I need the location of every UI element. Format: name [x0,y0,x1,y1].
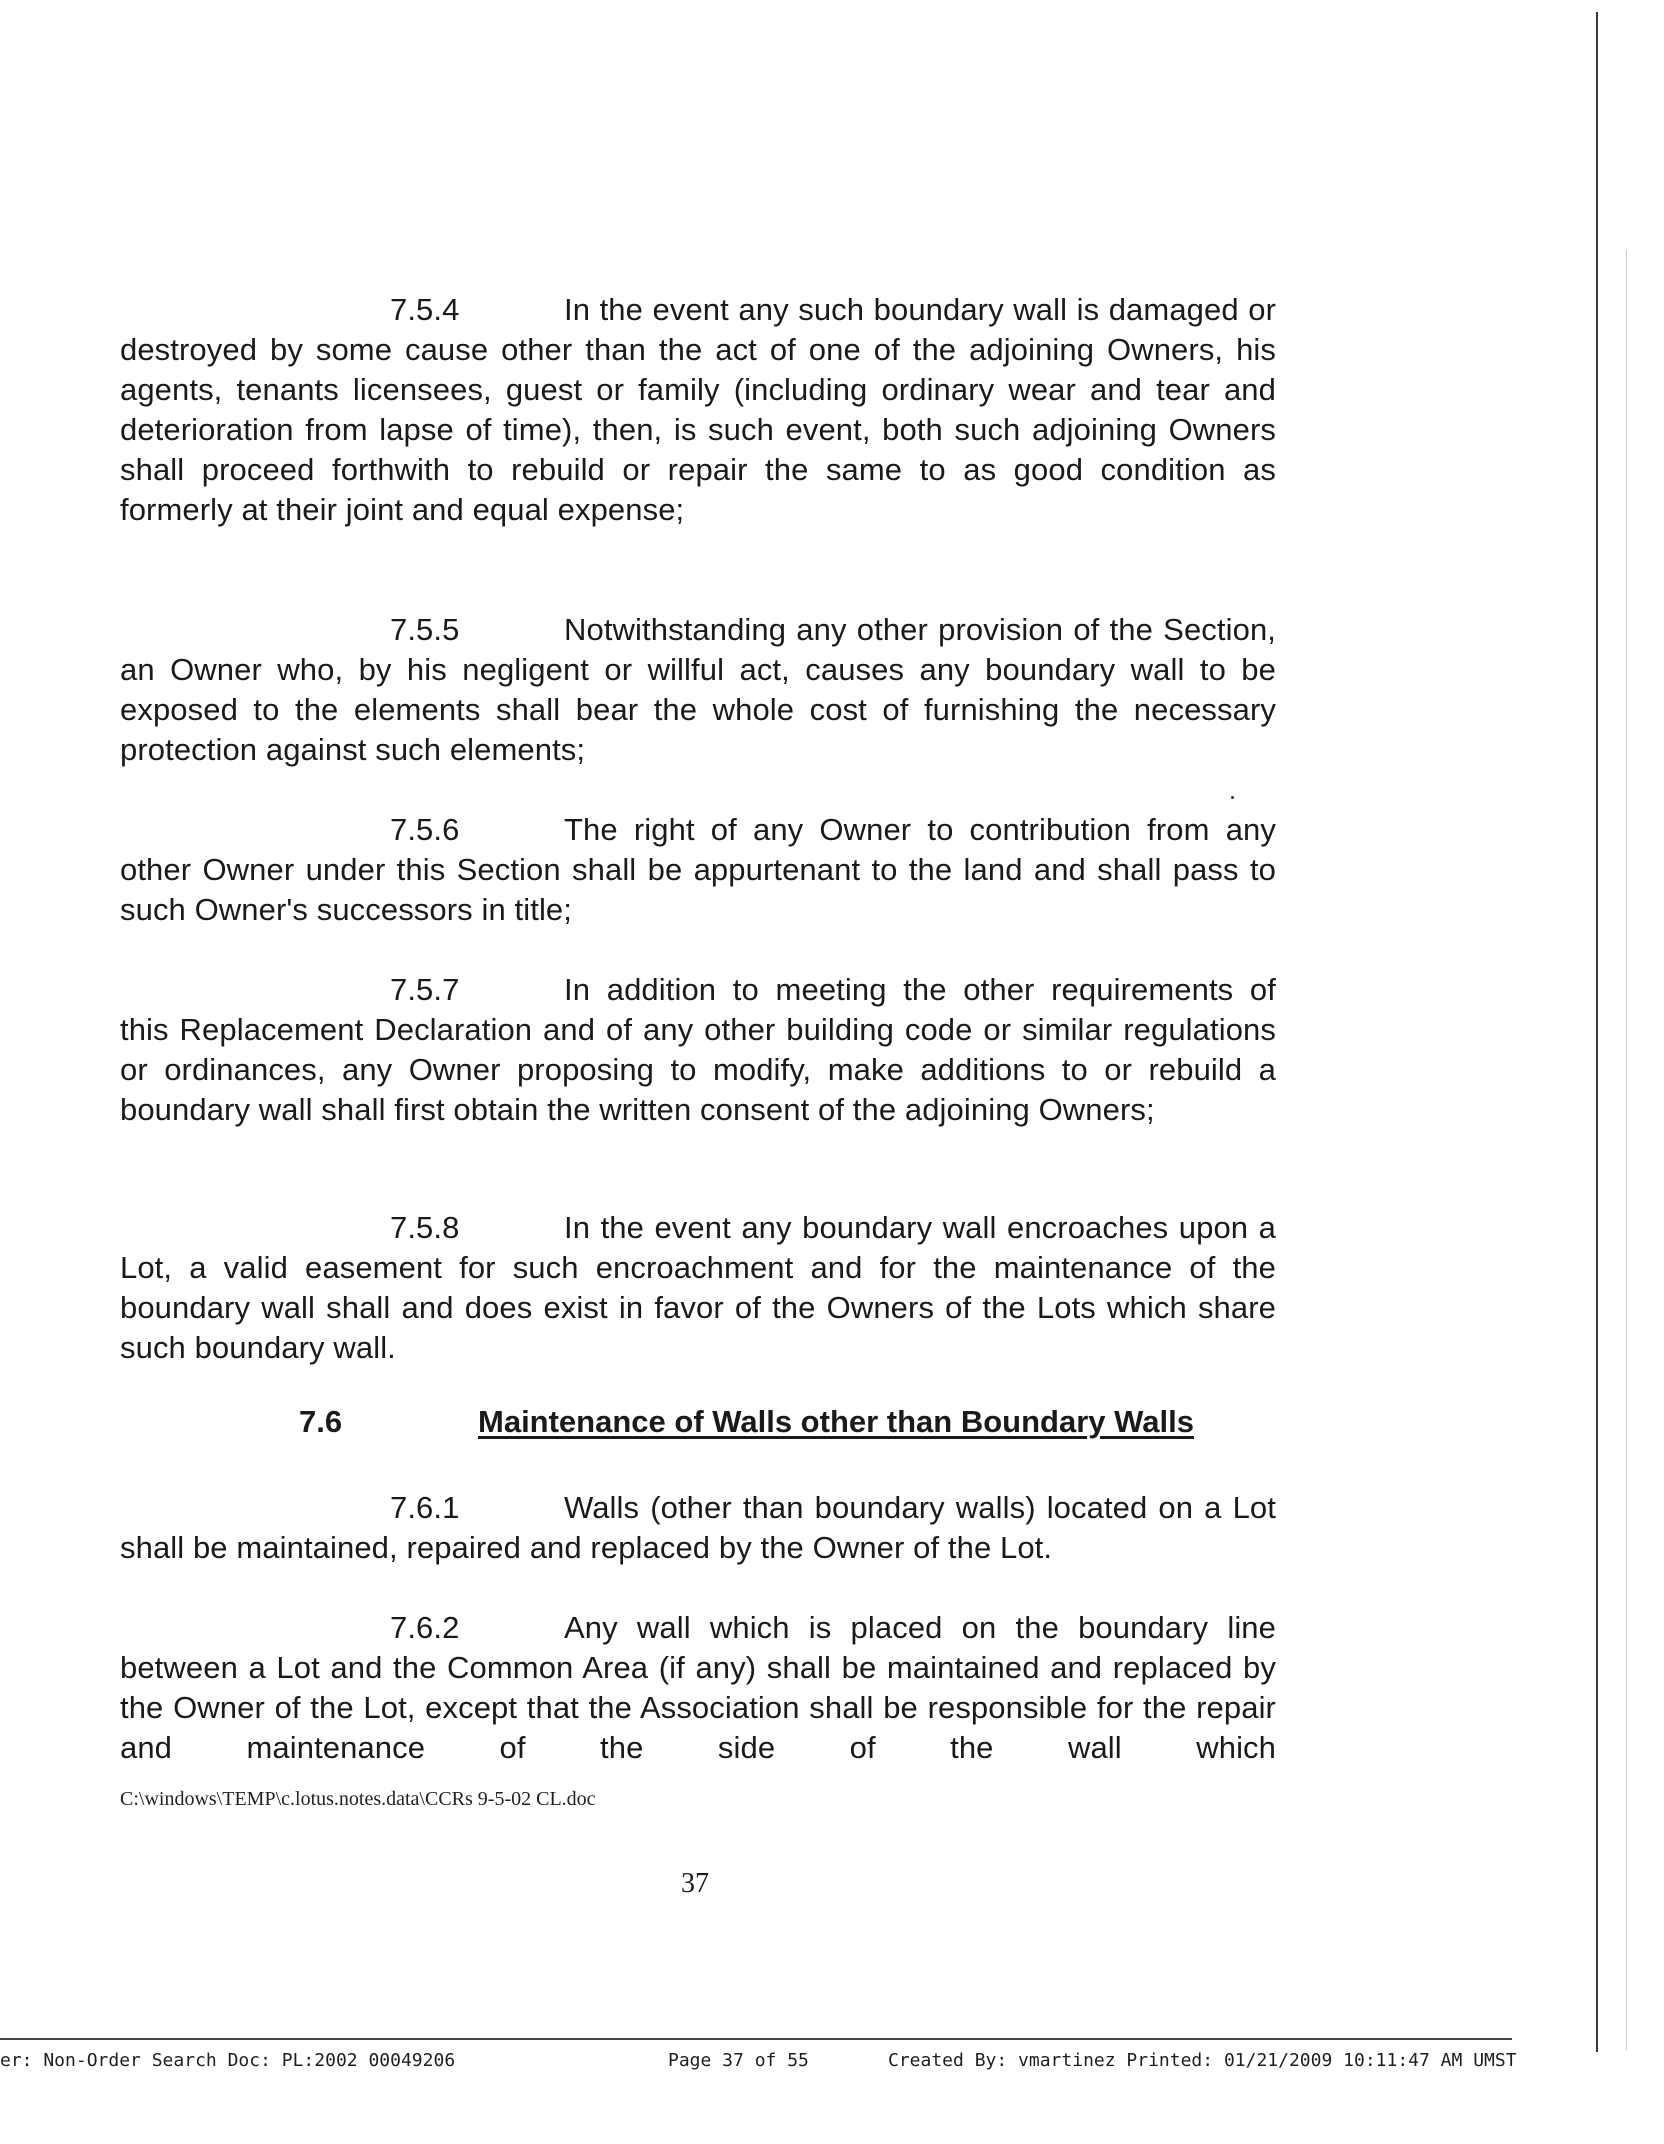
section-heading [0,1404,1300,1448]
paragraph-number: 7.5.5 [390,612,460,647]
footer-left: er: Non-Order Search Doc: PL:2002 00049206 [0,2050,456,2071]
footer-rule [0,2038,1512,2040]
page-number: 37 [681,1868,709,1899]
paragraph-number: 7.6.2 [390,1610,460,1645]
paragraph-7-5-8 [120,1208,1276,1368]
paragraph-number: 7.5.6 [390,812,460,847]
paragraph-number: 7.6.1 [390,1490,460,1525]
paragraph-text: Walls (other than boundary walls) located on a Lot shall be maintained, repaired and replaced by the Owner of the Lot. [120,1490,1276,1565]
paragraph-text: Any wall which is placed on the boundary line between a Lot and the Common Area (if any) shall be maintained and replaced by the Owner of the Lot, except that the Association shall be responsible for the repair and maintenance of the side of the wall which [120,1610,1276,1765]
paragraph-number: 7.5.4 [390,292,460,327]
paragraph-7-6-1 [120,1488,1276,1568]
paragraph-text: Notwithstanding any other provision of the Section, an Owner who, by his negligent or willful act, causes any boundary wall to be exposed to the elements shall bear the whole cost of furnishing the necessary protection against such elements; [120,612,1276,767]
section-title: Maintenance of Walls other than Boundary Walls [478,1404,1194,1439]
section-number: 7.6 [299,1404,343,1439]
paragraph-text: In addition to meeting the other requirements of this Replacement Declaration and of any other building code or similar regulations or ordinances, any Owner proposing to modify, make additions to or rebuild a boundary wall shall first obtain the written consent of the adjoining Owners; [120,972,1276,1127]
page-edge-rule [1596,12,1598,2052]
paragraph-text: In the event any boundary wall encroaches upon a Lot, a valid easement for such encroachment and for the maintenance of the boundary wall shall and does exist in favor of the Owners of the Lots which share such boundary wall. [120,1210,1276,1365]
file-path: C:\windows\TEMP\c.lotus.notes.data\CCRs 9-5-02 CL.doc [120,1788,596,1810]
paragraph-number: 7.5.7 [390,972,460,1007]
footer-page-count: Page 37 of 55 [668,2050,809,2071]
page-edge-faint-rule [1626,250,1627,2050]
paragraph-7-5-7 [120,970,1276,1130]
paragraph-text: The right of any Owner to contribution from any other Owner under this Section shall be appurtenant to the land and shall pass to such Owner's successors in title; [120,812,1276,927]
paragraph-number: 7.5.8 [390,1210,460,1245]
paragraph-7-5-5 [120,610,1276,770]
scan-speck [1231,796,1234,799]
paragraph-7-5-6 [120,810,1276,930]
paragraph-7-5-4 [120,290,1276,530]
footer-print-info: Created By: vmartinez Printed: 01/21/2009 10:11:47 AM UMST [888,2050,1517,2071]
paragraph-7-6-2 [120,1608,1276,1768]
paragraph-text: In the event any such boundary wall is damaged or destroyed by some cause other than the act of one of the adjoining Owners, his agents, tenants licensees, guest or family (including ordinary wear and tear and deterioration from lapse of time), then, is such event, both such adjoining Owners shall proceed forthwith to rebuild or repair the same to as good condition as formerly at their joint and equal expense; [120,292,1276,527]
